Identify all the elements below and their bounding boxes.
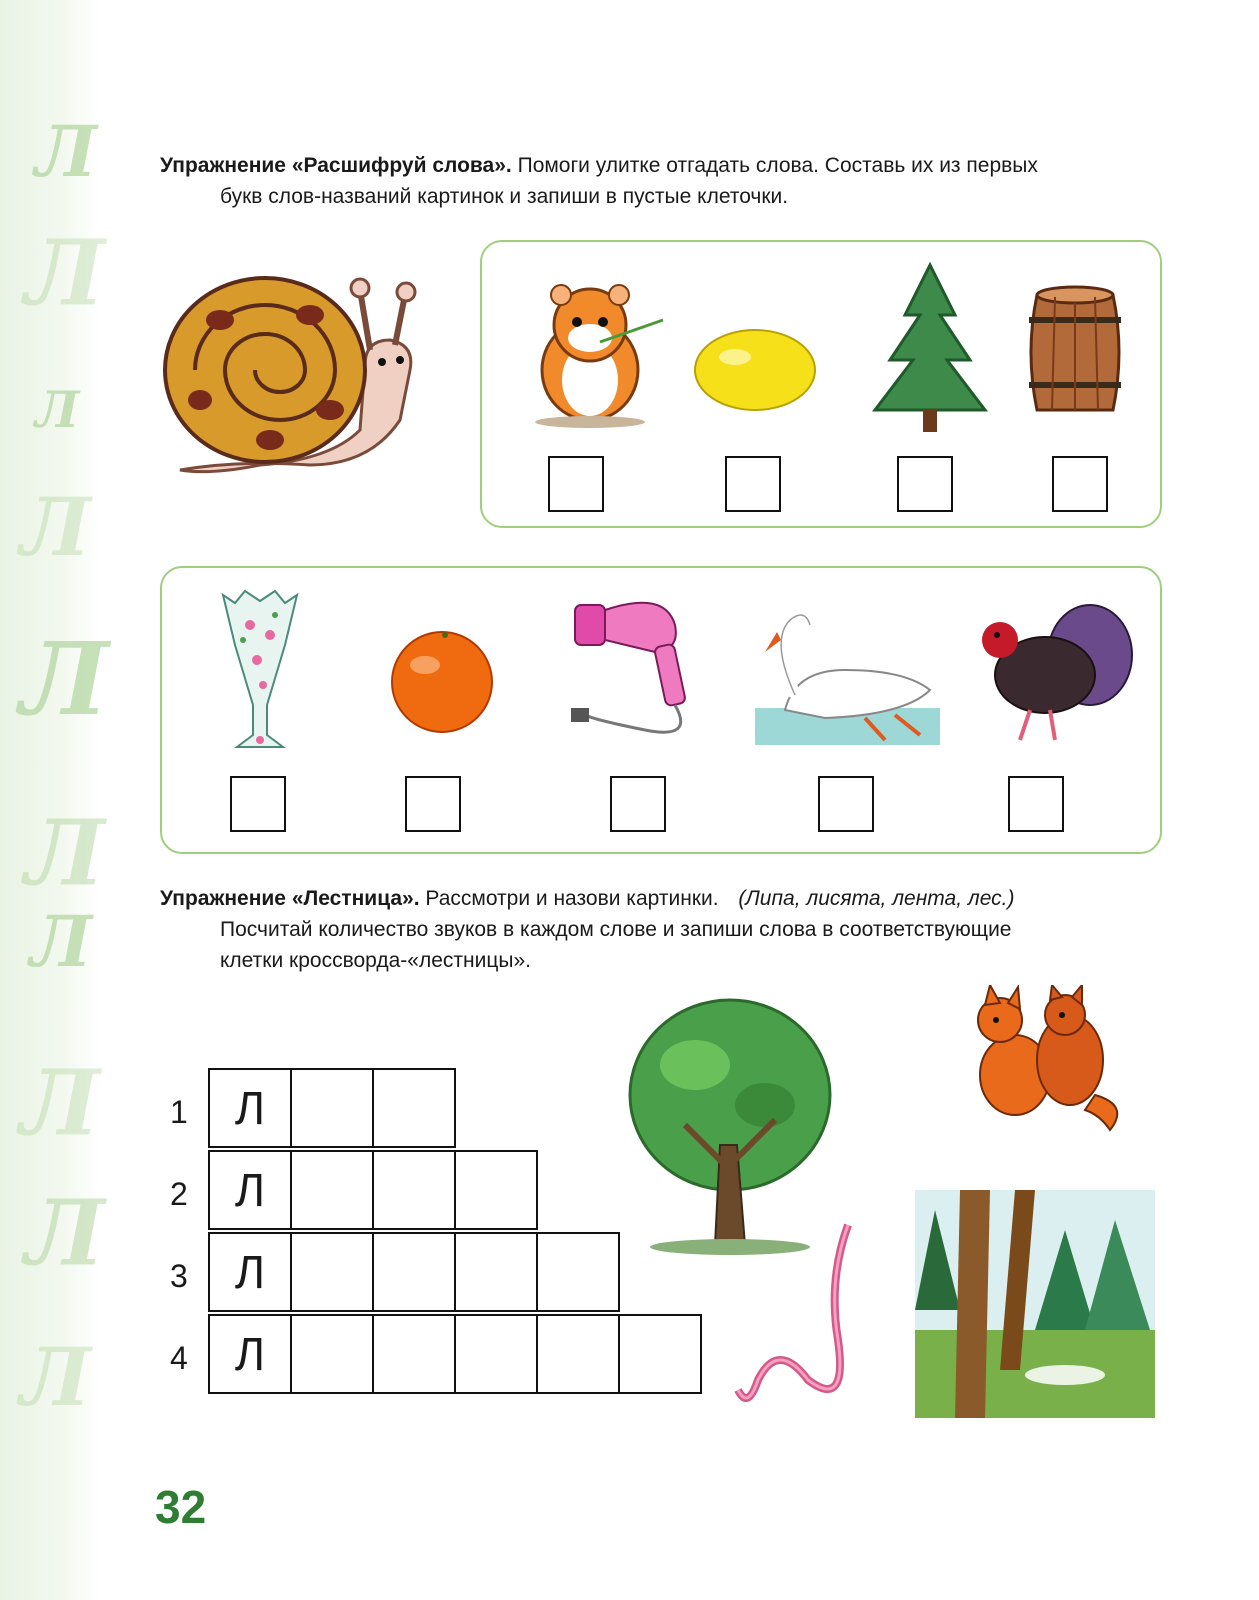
letter-decoration-icon: Л	[30, 900, 92, 983]
ladder-cell[interactable]	[290, 1068, 374, 1148]
ladder-cell[interactable]	[290, 1150, 374, 1230]
ladder-cell: Л	[208, 1314, 292, 1394]
letter-decoration-icon: Л	[25, 220, 105, 326]
row-number: 1	[170, 1094, 188, 1130]
orange-icon	[385, 625, 500, 735]
ribbon-icon	[728, 1220, 878, 1420]
letter-decoration-icon: Л	[25, 800, 105, 906]
letter-decoration-icon: Л	[20, 620, 109, 738]
letter-decoration-icon: Л	[35, 380, 80, 439]
hamster-icon	[515, 270, 665, 430]
hair-dryer-icon	[565, 590, 715, 750]
ladder-cell[interactable]	[536, 1314, 620, 1394]
ladder-cell[interactable]	[618, 1314, 702, 1394]
letter-decoration-icon: Л	[20, 480, 91, 574]
letter-decoration-icon: Л	[35, 110, 97, 193]
letter-decoration-icon: Л	[25, 1180, 105, 1286]
row-number: 2	[170, 1176, 188, 1212]
answer-box[interactable]	[610, 776, 666, 832]
ladder-cell[interactable]	[372, 1150, 456, 1230]
snail-icon	[160, 270, 440, 510]
letter-decoration-icon: Л	[20, 1330, 91, 1424]
row-number: 4	[170, 1340, 188, 1376]
answer-box[interactable]	[818, 776, 874, 832]
answer-box[interactable]	[897, 456, 953, 512]
ladder-cell[interactable]	[454, 1150, 538, 1230]
exercise2-hint: (Липа, лисята, лента, лес.)	[738, 887, 1015, 910]
ladder-cell[interactable]	[290, 1232, 374, 1312]
exercise1-line2: букв слов-названий картинок и запиши в пустые клеточки.	[220, 185, 789, 208]
answer-box[interactable]	[548, 456, 604, 512]
answer-box[interactable]	[725, 456, 781, 512]
answer-box[interactable]	[230, 776, 286, 832]
lemon-icon	[690, 325, 820, 415]
ladder-cell[interactable]	[372, 1314, 456, 1394]
ladder-cell[interactable]	[372, 1232, 456, 1312]
ladder-cell[interactable]	[536, 1232, 620, 1312]
exercise2-instructions	[160, 883, 1170, 976]
forest-icon	[915, 1190, 1155, 1418]
ladder-cell[interactable]	[290, 1314, 374, 1394]
letter-decoration-icon: Л	[20, 1050, 100, 1156]
exercise2-line3: клетки кроссворда-«лестницы».	[220, 949, 531, 972]
fir-tree-icon	[865, 260, 995, 435]
fox-cubs-icon	[960, 985, 1130, 1135]
ladder-cell[interactable]	[454, 1232, 538, 1312]
row-number: 3	[170, 1258, 188, 1294]
ladder-cell[interactable]	[372, 1068, 456, 1148]
answer-box[interactable]	[1008, 776, 1064, 832]
exercise1-instructions	[160, 150, 1170, 212]
page-number: 32	[155, 1481, 207, 1533]
exercise2-title: Упражнение «Лестница».	[160, 887, 420, 910]
ladder-cell: Л	[208, 1232, 292, 1312]
vase-icon	[215, 585, 305, 755]
exercise1-line1: Помоги улитке отгадать слова. Составь их из первых	[517, 154, 1038, 177]
ladder-cell: Л	[208, 1150, 292, 1230]
side-decoration	[0, 0, 109, 1600]
swan-icon	[755, 600, 940, 745]
exercise1-title: Упражнение «Расшифруй слова».	[160, 154, 512, 177]
ladder-cell[interactable]	[454, 1314, 538, 1394]
turkey-icon	[975, 600, 1135, 745]
exercise2-line2: Посчитай количество звуков в каждом слове и запиши слова в соответствующие	[220, 918, 1012, 941]
ladder-cell: Л	[208, 1068, 292, 1148]
answer-box[interactable]	[1052, 456, 1108, 512]
answer-box[interactable]	[405, 776, 461, 832]
exercise2-intro: Рассмотри и назови картинки.	[425, 887, 719, 910]
barrel-icon	[1025, 285, 1125, 420]
